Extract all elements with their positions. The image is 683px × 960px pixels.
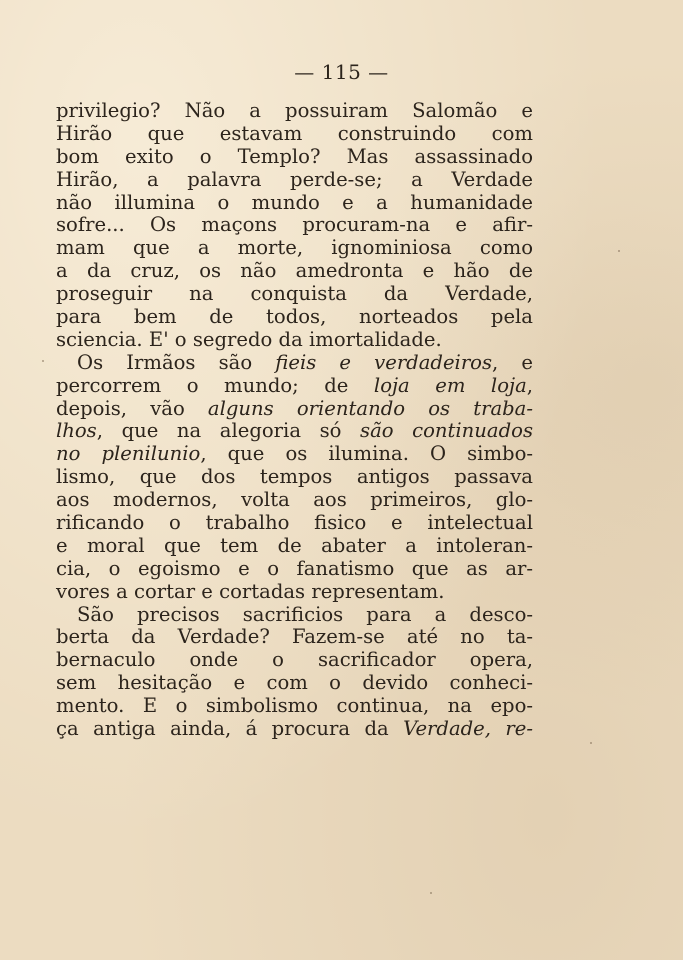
text-line [56, 283, 533, 306]
text-run: Hirão, a palavra perde-se; a Verdade [56, 167, 533, 191]
text-run: ça antiga ainda, á procura da [56, 717, 404, 741]
text-line [56, 718, 533, 741]
text-line [56, 169, 533, 192]
text-line [56, 649, 533, 672]
text-run: bernaculo onde o sacrificador opera, [56, 648, 533, 672]
text-line [56, 466, 533, 489]
paper-speck [430, 892, 432, 894]
text-line [56, 489, 533, 512]
text-run: , [526, 373, 533, 397]
text-line [56, 237, 533, 260]
text-line [56, 146, 533, 169]
paper-speck [590, 742, 592, 744]
text-run: São precisos sacrificios para a desco- [77, 602, 533, 626]
text-run: sem hesitação e com o devido conheci- [56, 671, 533, 695]
text-run: percorrem o mundo; de [56, 373, 374, 397]
paper-speck [618, 250, 620, 252]
italic-text: loja em loja [373, 373, 527, 397]
text-line [56, 604, 533, 627]
text-run: mento. E o simbolismo continua, na epo- [56, 694, 533, 718]
text-line [56, 420, 533, 443]
text-run: mam que a morte, ignominiosa como [56, 236, 533, 260]
text-run: , que na alegoria só [96, 419, 361, 443]
text-run: cia, o egoismo e o fanatismo que as ar- [56, 556, 533, 580]
text-line [56, 695, 533, 718]
italic-text: alguns orientando os traba- [207, 396, 533, 420]
text-line [56, 398, 533, 421]
text-line [56, 192, 533, 215]
italic-text: Verdade, re- [403, 717, 533, 741]
text-run: sofre... Os maçons procuram-na e afir- [56, 213, 533, 237]
text-run: bom exito o Templo? Mas assassinado [56, 144, 533, 168]
text-run: , e [492, 350, 533, 374]
text-run: berta da Verdade? Fazem-se até no ta- [56, 625, 533, 649]
text-run: proseguir na conquista da Verdade, [56, 282, 533, 306]
text-run: não illumina o mundo e a humanidade [56, 190, 533, 214]
body-text [56, 100, 533, 741]
text-line [56, 375, 533, 398]
text-line [56, 535, 533, 558]
text-line [56, 100, 533, 123]
page-number: — 115 — [294, 60, 389, 84]
text-run: aos modernos, volta aos primeiros, glo- [56, 488, 533, 512]
italic-text: no plenilunio [56, 442, 201, 466]
text-line [56, 260, 533, 283]
text-line [56, 123, 533, 146]
text-run: depois, vão [56, 396, 208, 420]
text-run: a da cruz, os não amedronta e hão de [56, 259, 533, 283]
italic-text: são continuados [360, 419, 533, 443]
text-line [56, 558, 533, 581]
text-line [56, 306, 533, 329]
text-line [56, 352, 533, 375]
text-line [56, 581, 533, 604]
text-run: , que os ilumina. O simbo- [200, 442, 533, 466]
text-run: privilegio? Não a possuiram Salomão e [56, 99, 533, 122]
text-run: sciencia. E' o segredo da imortalidade. [56, 327, 442, 351]
text-line [56, 672, 533, 695]
text-line [56, 214, 533, 237]
text-run: e moral que tem de abater a intoleran- [56, 533, 533, 557]
text-line [56, 512, 533, 535]
paper-speck [42, 360, 44, 362]
text-line [56, 626, 533, 649]
text-run: Os Irmãos são [77, 350, 276, 374]
italic-text: fieis e verdadeiros [275, 350, 493, 374]
text-line [56, 443, 533, 466]
text-run: vores a cortar e cortadas representam. [56, 579, 445, 603]
text-line [56, 329, 533, 352]
text-run: para bem de todos, norteados pela [56, 305, 533, 329]
text-run: Hirão que estavam construindo com [56, 121, 533, 145]
text-run: rificando o trabalho fisico e intelectual [56, 511, 533, 535]
italic-text: lhos [56, 419, 97, 443]
text-run: lismo, que dos tempos antigos passava [56, 465, 533, 489]
